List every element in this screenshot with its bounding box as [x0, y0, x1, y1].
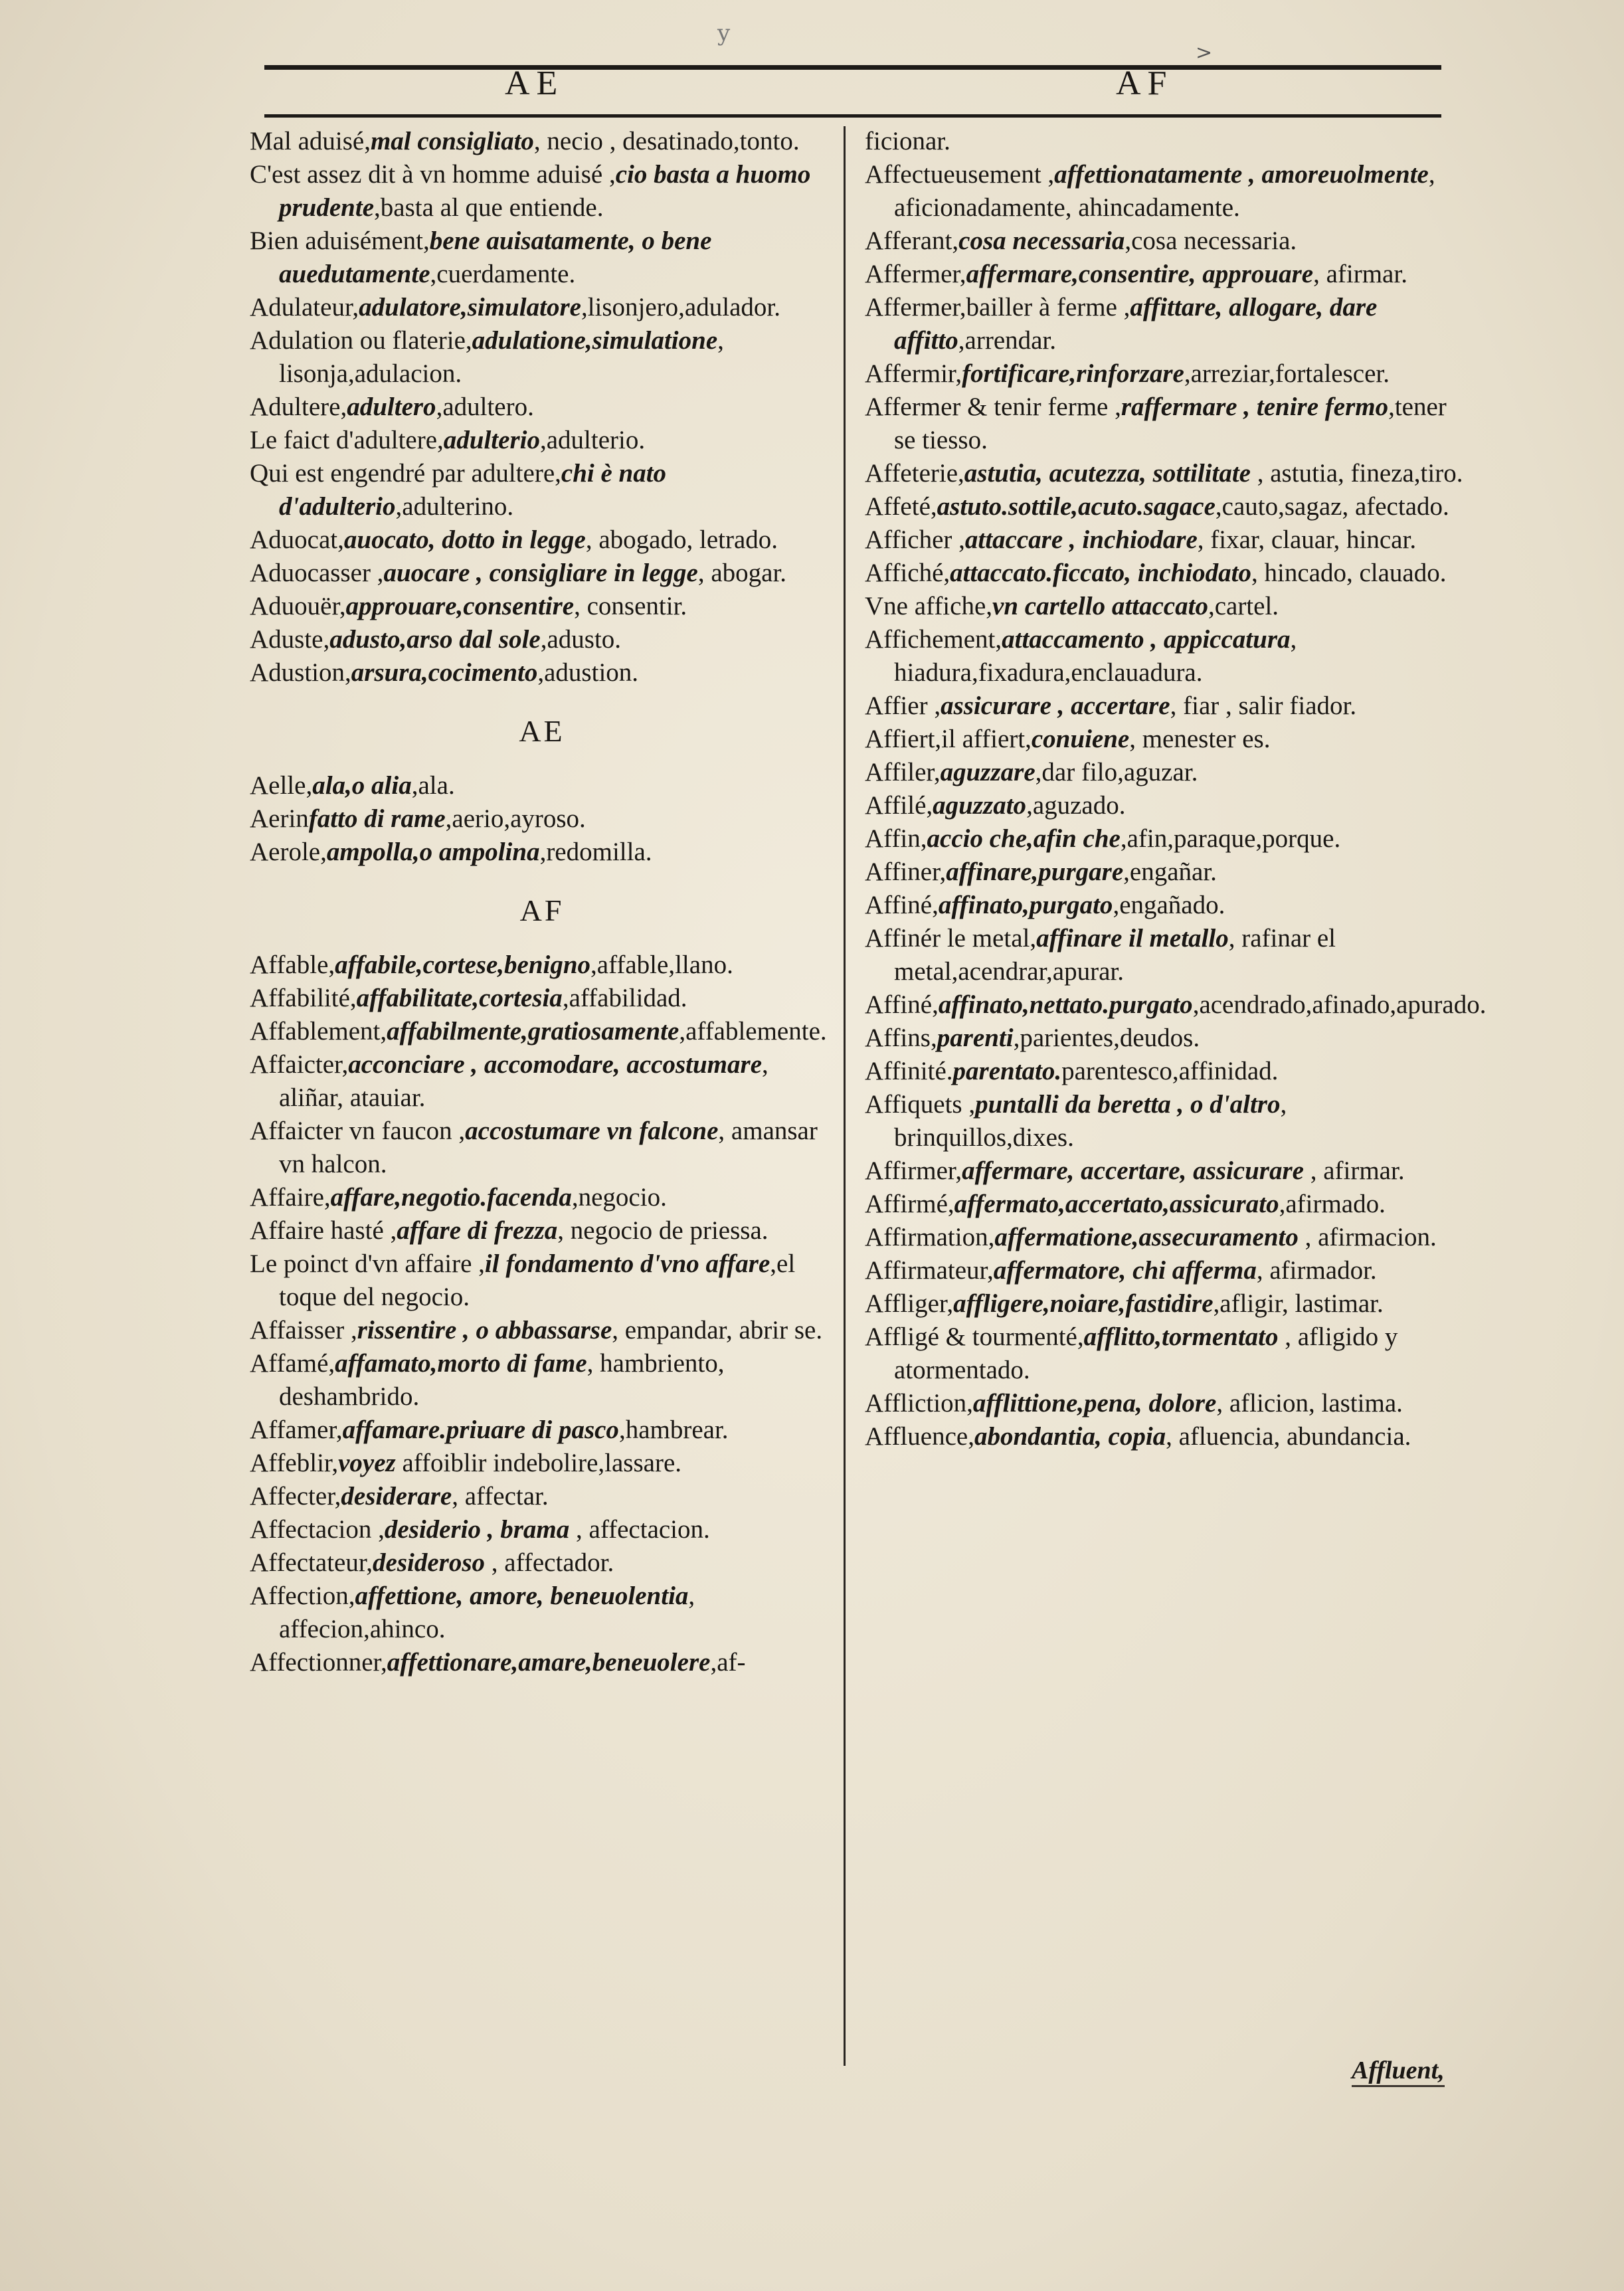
dictionary-entry: [250, 949, 834, 982]
dictionary-entry: [250, 982, 834, 1015]
dictionary-entry: [250, 1513, 834, 1546]
spanish-translation: , negocio de priessa.: [557, 1216, 768, 1245]
italian-translation: attaccamento , appiccatura: [1002, 625, 1291, 654]
italian-translation: fatto di rame: [308, 804, 446, 833]
french-headword: Affaicter,: [250, 1050, 349, 1079]
dictionary-entry: [250, 656, 834, 689]
spanish-translation: , afluencia, abundancia.: [1166, 1422, 1411, 1451]
italian-translation: affabile,cortese,benigno: [335, 951, 591, 979]
dictionary-entry: [865, 1221, 1473, 1254]
french-headword: Affier ,: [865, 691, 941, 720]
italian-translation: affare di frezza: [397, 1216, 558, 1245]
french-headword: Aelle,: [250, 771, 313, 800]
italian-translation: auocare , consigliare in legge: [383, 559, 698, 587]
italian-translation: attaccato.ficcato, inchiodato: [950, 559, 1251, 587]
italian-translation: ampolla,o ampolina: [326, 838, 540, 866]
french-headword: Affiner,: [865, 858, 947, 886]
dictionary-entry: [865, 856, 1473, 889]
italian-translation: parenti: [937, 1024, 1014, 1052]
italian-translation: adulterio: [443, 426, 540, 454]
dictionary-entry: [865, 723, 1473, 756]
italian-translation: accostumare vn falcone: [465, 1117, 719, 1145]
dictionary-entry: [250, 836, 834, 869]
french-headword: Aduocasser ,: [250, 559, 384, 587]
spanish-translation: , hiadura,fixadura,enclauadura.: [894, 625, 1297, 687]
spanish-translation: ,afirmado.: [1279, 1190, 1386, 1218]
french-headword: Affectacion ,: [250, 1515, 385, 1544]
french-headword: Affaicter vn faucon ,: [250, 1117, 466, 1145]
italian-translation: fortificare,rinforzare: [962, 359, 1184, 388]
italian-translation: affettionare,amare,beneuolere: [387, 1648, 711, 1677]
italian-translation: affermare, accertare, assicurare: [962, 1156, 1304, 1185]
dictionary-entry: [865, 1022, 1473, 1055]
section-heading-af: AF: [519, 893, 565, 927]
dictionary-entry: [865, 457, 1473, 490]
running-head-right: AF: [1116, 64, 1174, 102]
spanish-translation: ,afin,paraque,porque.: [1120, 824, 1341, 853]
french-headword: Affinér le metal,: [865, 924, 1037, 953]
french-headword: Adulateur,: [250, 293, 359, 321]
dictionary-entry: [865, 225, 1473, 258]
spanish-translation: ,afligir, lastimar.: [1213, 1289, 1384, 1318]
italian-translation: vn cartello attaccato: [992, 592, 1208, 620]
spanish-translation: ,af-: [710, 1648, 746, 1677]
italian-translation: cosa necessaria: [958, 227, 1125, 255]
spanish-translation: , affectador.: [485, 1548, 614, 1577]
spanish-translation: , affectacion.: [569, 1515, 710, 1544]
spanish-translation: , aflicion, lastima.: [1216, 1389, 1403, 1418]
dictionary-entry: [250, 1447, 834, 1480]
dictionary-entry: [865, 1387, 1473, 1420]
french-headword: Adulation ou flaterie,: [250, 326, 472, 355]
french-headword: Affermer,bailler à ferme ,: [865, 293, 1130, 321]
spanish-translation: , lisonja,adulacion.: [279, 326, 724, 388]
spanish-translation: ,adustion.: [537, 658, 639, 687]
italian-translation: astutia, acutezza, sottilitate: [964, 459, 1251, 488]
dictionary-entry: [865, 922, 1473, 988]
french-headword: Affiné,: [865, 990, 939, 1019]
italian-translation: arsura,cocimento: [351, 658, 538, 687]
spanish-translation: ,affabilidad.: [562, 984, 687, 1012]
french-headword: Affecter,: [250, 1482, 341, 1511]
italian-translation: adulatione,simulatione: [472, 326, 718, 355]
french-headword: Affinité.: [865, 1057, 953, 1085]
spanish-translation: ,engañar.: [1123, 858, 1217, 886]
dictionary-entry: [250, 1214, 834, 1247]
french-headword: Affilé,: [865, 791, 933, 820]
italian-translation: affittare, allogare, dare affitto: [894, 293, 1378, 355]
header-rule-top: [264, 65, 1441, 70]
french-headword: Affaisser ,: [250, 1316, 357, 1344]
spanish-translation: , afirmar.: [1303, 1156, 1405, 1185]
french-headword: Affectateur,: [250, 1548, 373, 1577]
spanish-translation: ,affablemente.: [679, 1017, 827, 1046]
dictionary-entry: [865, 523, 1473, 557]
french-headword: Adultere,: [250, 393, 347, 421]
italian-translation: chi è nato d'adulterio: [279, 459, 667, 521]
italian-translation: affabilitate,cortesia: [356, 984, 563, 1012]
left-entries: [250, 125, 834, 689]
dictionary-entry: [250, 1646, 834, 1679]
french-headword: Affectueusement ,: [865, 160, 1055, 189]
italian-translation: cio basta a huomo prudente: [279, 160, 811, 222]
dictionary-entry: [865, 822, 1473, 856]
spanish-translation: , aficionadamente, ahincadamente.: [894, 160, 1435, 222]
dictionary-entry: [250, 769, 834, 802]
spanish-translation: , necio , desatinado,tonto.: [533, 127, 800, 155]
spanish-translation: , hincado, clauado.: [1251, 559, 1447, 587]
italian-translation: affermare,consentire, approuare: [966, 260, 1314, 288]
italian-translation: attaccare , inchiodare: [964, 525, 1198, 554]
spanish-translation: , astutia, fineza,tiro.: [1251, 459, 1463, 488]
dictionary-entry: [865, 590, 1473, 623]
italian-translation: afflittione,pena, dolore: [972, 1389, 1217, 1418]
spanish-translation: , amansar vn halcon.: [279, 1117, 818, 1178]
french-headword: Affliction,: [865, 1389, 973, 1418]
french-headword: Mal aduisé,: [250, 127, 371, 155]
spanish-translation: , afligido y atormentado.: [894, 1323, 1398, 1384]
spanish-translation: ,cuerdamente.: [430, 260, 576, 288]
ae-entries: [250, 769, 834, 869]
catchword: Affluent,: [1352, 2056, 1445, 2087]
french-headword: Afficher ,: [865, 525, 965, 554]
french-headword: Affluence,: [865, 1422, 974, 1451]
italian-translation: affinare il metallo: [1036, 924, 1229, 953]
italian-translation: affettione, amore, beneuolentia: [355, 1582, 689, 1610]
spanish-translation: , affectar.: [452, 1482, 549, 1511]
spanish-translation: ,engañado.: [1113, 891, 1225, 919]
italian-translation: affermatore, chi afferma: [993, 1256, 1257, 1285]
dictionary-entry: [865, 1154, 1473, 1188]
french-headword: Aduouër,: [250, 592, 346, 620]
french-headword: Aduste,: [250, 625, 330, 654]
italian-translation: affettionatamente , amoreuolmente: [1054, 160, 1429, 189]
italian-translation: affinare,purgare: [946, 858, 1124, 886]
french-headword: Qui est engendré par adultere,: [250, 459, 561, 488]
french-headword: Affermir,: [865, 359, 962, 388]
spanish-translation: ,acendrado,afinado,apurado.: [1192, 990, 1487, 1019]
dictionary-entry: [865, 1420, 1473, 1453]
dictionary-entry: [250, 523, 834, 557]
spanish-translation: ,ala.: [411, 771, 455, 800]
italian-translation: ala,o alia: [312, 771, 412, 800]
spanish-translation: , rafinar el metal,acendrar,apurar.: [894, 924, 1336, 986]
dictionary-entry: [250, 623, 834, 656]
spanish-translation: ,cosa necessaria.: [1125, 227, 1297, 255]
french-headword: Affermer & tenir ferme ,: [865, 393, 1121, 421]
french-headword: Affablement,: [250, 1017, 387, 1046]
french-headword: Affeblir,: [250, 1449, 339, 1477]
dictionary-entry: [250, 1546, 834, 1580]
dictionary-entry: [865, 1254, 1473, 1287]
french-headword: Affichement,: [865, 625, 1002, 654]
dictionary-entry: [250, 1181, 834, 1214]
french-headword: Affamé,: [250, 1349, 335, 1378]
french-headword: Affiert,il affiert,: [865, 725, 1032, 753]
dictionary-entry: [865, 125, 1473, 158]
italian-translation: voyez: [338, 1449, 396, 1477]
dictionary-entry: [865, 623, 1473, 689]
french-headword: Affirmateur,: [865, 1256, 994, 1285]
spanish-translation: ,arreziar,fortalescer.: [1184, 359, 1390, 388]
french-headword: Affiché,: [865, 559, 950, 587]
top-mark: y: [717, 20, 731, 46]
spanish-translation: ,aguzado.: [1026, 791, 1126, 820]
french-headword: Affeterie,: [865, 459, 964, 488]
spanish-translation: , consentir.: [574, 592, 687, 620]
spanish-translation: , afirmacion.: [1298, 1223, 1437, 1251]
french-headword: Bien aduisément,: [250, 227, 430, 255]
french-headword: Affabilité,: [250, 984, 357, 1012]
dictionary-entry: [250, 802, 834, 836]
french-headword: Affliger,: [865, 1289, 954, 1318]
running-head-left: AE: [505, 64, 565, 102]
italian-translation: affermato,accertato,assicurato: [954, 1190, 1279, 1218]
french-headword: Affins,: [865, 1024, 937, 1052]
french-headword: Affectionner,: [250, 1648, 387, 1677]
dictionary-entry: [865, 1088, 1473, 1154]
italian-translation: conuiene: [1031, 725, 1130, 753]
french-headword: Aerin: [250, 804, 309, 833]
french-headword: Affection,: [250, 1582, 355, 1610]
spanish-translation: , afirmar.: [1313, 260, 1407, 288]
french-headword: Affiler,: [865, 758, 941, 786]
column-divider: [844, 126, 846, 2066]
italian-translation: desideroso: [373, 1548, 486, 1577]
dictionary-entry: [865, 557, 1473, 590]
italian-translation: affermatione,assecuramento: [994, 1223, 1299, 1251]
italian-translation: affinato,purgato: [938, 891, 1113, 919]
dictionary-entry: [865, 689, 1473, 723]
italian-translation: affamato,morto di fame: [335, 1349, 587, 1378]
spanish-translation: ,adultero.: [436, 393, 534, 421]
header-rule-bottom: [264, 114, 1441, 118]
dictionary-entry: [865, 988, 1487, 1022]
spanish-translation: , abogar.: [697, 559, 787, 587]
dictionary-entry: [865, 1321, 1473, 1387]
italian-translation: adusto,arso dal sole: [329, 625, 541, 654]
french-headword: ficionar.: [865, 127, 950, 155]
dictionary-entry: [250, 324, 834, 391]
spanish-translation: ,cauto,sagaz, afectado.: [1215, 492, 1449, 521]
italian-translation: affligere,noiare,fastidire: [953, 1289, 1214, 1318]
dictionary-entry: [250, 457, 834, 523]
dictionary-entry: [865, 789, 1473, 822]
top-mark-right: >: [1196, 41, 1213, 64]
italian-translation: mal consigliato: [370, 127, 534, 155]
spanish-translation: , aliñar, atauiar.: [279, 1050, 768, 1112]
french-headword: Le faict d'adultere,: [250, 426, 444, 454]
dictionary-entry: [250, 125, 834, 158]
left-column: [250, 125, 834, 1679]
dictionary-entry: [865, 1055, 1473, 1088]
right-column: [865, 125, 1487, 1453]
spanish-translation: ,adulterio.: [539, 426, 646, 454]
italian-translation: affabilmente,gratiosamente: [387, 1017, 679, 1046]
spanish-translation: affoiblir indebolire,lassare.: [395, 1449, 681, 1477]
italian-translation: desiderare: [341, 1482, 452, 1511]
spanish-translation: , fixar, clauar, hincar.: [1197, 525, 1417, 554]
italian-translation: abondantia, copia: [974, 1422, 1166, 1451]
dictionary-entry: [865, 889, 1473, 922]
french-headword: C'est assez dit à vn homme aduisé ,: [250, 160, 616, 189]
dictionary-entry: [250, 1347, 834, 1414]
french-headword: Le poinct d'vn affaire ,: [250, 1249, 485, 1278]
spanish-translation: ,negocio.: [571, 1183, 667, 1212]
italian-translation: raffermare , tenire fermo: [1121, 393, 1389, 421]
spanish-translation: ,el toque del negocio.: [279, 1249, 796, 1311]
dictionary-entry: [250, 1480, 834, 1513]
french-headword: Adustion,: [250, 658, 351, 687]
spanish-translation: ,cartel.: [1208, 592, 1279, 620]
french-headword: Aerole,: [250, 838, 327, 866]
dictionary-entry: [250, 1015, 834, 1048]
italian-translation: bene auisatamente, o bene auedutamente: [279, 227, 712, 288]
french-headword: Affable,: [250, 951, 335, 979]
spanish-translation: ,affable,llano.: [590, 951, 733, 979]
italian-translation: puntalli da beretta , o d'altro: [975, 1090, 1281, 1119]
right-entries: [865, 125, 1487, 1453]
dictionary-entry: [865, 258, 1473, 291]
dictionary-entry: [865, 1188, 1473, 1221]
spanish-translation: , abogado, letrado.: [585, 525, 778, 554]
dictionary-entry: [250, 291, 834, 324]
french-headword: Affeté,: [865, 492, 937, 521]
italian-translation: il fondamento d'vno affare: [484, 1249, 770, 1278]
dictionary-entry: [865, 756, 1473, 789]
dictionary-entry: [250, 1115, 834, 1181]
french-headword: Affaire,: [250, 1183, 331, 1212]
spanish-translation: ,lisonjero,adulador.: [581, 293, 780, 321]
spanish-translation: , hambriento, deshambrido.: [279, 1349, 725, 1411]
spanish-translation: ,basta al que entiende.: [374, 193, 604, 222]
italian-translation: auocato, dotto in legge: [343, 525, 586, 554]
spanish-translation: ,parientes,deudos.: [1013, 1024, 1200, 1052]
spanish-translation: ,dar filo,aguzar.: [1035, 758, 1198, 786]
italian-translation: afflitto,tormentato: [1083, 1323, 1279, 1351]
french-headword: Affirmer,: [865, 1156, 962, 1185]
dictionary-entry: [865, 1287, 1473, 1321]
dictionary-entry: [865, 490, 1473, 523]
spanish-translation: ,redomilla.: [539, 838, 652, 866]
french-headword: Affamer,: [250, 1416, 343, 1444]
italian-translation: adulatore,simulatore: [359, 293, 581, 321]
dictionary-entry: [250, 590, 834, 623]
french-headword: Affin,: [865, 824, 927, 853]
dictionary-entry: [250, 1414, 834, 1447]
french-headword: Vne affiche,: [865, 592, 993, 620]
dictionary-entry: [865, 391, 1473, 457]
italian-translation: astuto.sottile,acuto.sagace: [937, 492, 1216, 521]
italian-translation: affare,negotio.facenda: [330, 1183, 572, 1212]
spanish-translation: ,hambrear.: [618, 1416, 729, 1444]
dictionary-entry: [250, 225, 834, 291]
spanish-translation: ,adusto.: [540, 625, 622, 654]
french-headword: Aduocat,: [250, 525, 344, 554]
af-entries: [250, 949, 834, 1679]
spanish-translation: , affecion,ahinco.: [279, 1582, 695, 1643]
spanish-translation: ,adulterino.: [395, 492, 514, 521]
french-headword: Affirmation,: [865, 1223, 995, 1251]
italian-translation: accio che,afin che: [927, 824, 1121, 853]
dictionary-entry: [250, 158, 834, 225]
italian-translation: parentato.: [952, 1057, 1062, 1085]
dictionary-entry: [865, 158, 1473, 225]
dictionary-entry: [250, 391, 834, 424]
spanish-translation: , afirmador.: [1256, 1256, 1377, 1285]
french-headword: Affirmé,: [865, 1190, 954, 1218]
dictionary-entry: [250, 1580, 834, 1646]
dictionary-entry: [865, 291, 1473, 357]
dictionary-entry: [250, 1247, 834, 1314]
italian-translation: acconciare , accomodare, accostumare: [348, 1050, 762, 1079]
italian-translation: approuare,consentire: [345, 592, 575, 620]
italian-translation: desiderio , brama: [384, 1515, 570, 1544]
spanish-translation: ,arrendar.: [958, 326, 1057, 355]
dictionary-entry: [865, 357, 1473, 391]
spanish-translation: , fiar , salir fiador.: [1170, 691, 1357, 720]
italian-translation: rissentire , o abbassarse: [357, 1316, 612, 1344]
spanish-translation: , menester es.: [1129, 725, 1271, 753]
dictionary-entry: [250, 1048, 834, 1115]
italian-translation: aguzzato: [933, 791, 1027, 820]
italian-translation: assicurare , accertare: [941, 691, 1170, 720]
dictionary-entry: [250, 557, 834, 590]
italian-translation: affamare.priuare di pasco: [342, 1416, 619, 1444]
spanish-translation: , brinquillos,dixes.: [894, 1090, 1287, 1152]
spanish-translation: parentesco,affinidad.: [1061, 1057, 1279, 1085]
section-heading-ae: AE: [519, 714, 565, 748]
dictionary-entry: [250, 1314, 834, 1347]
french-headword: Affermer,: [865, 260, 966, 288]
italian-translation: aguzzare: [940, 758, 1036, 786]
french-headword: Affaire hasté ,: [250, 1216, 397, 1245]
spanish-translation: , empandar, abrir se.: [612, 1316, 823, 1344]
french-headword: Affiquets ,: [865, 1090, 976, 1119]
french-headword: Affiné,: [865, 891, 939, 919]
dictionary-entry: [250, 424, 834, 457]
spanish-translation: ,tener se tiesso.: [894, 393, 1447, 454]
italian-translation: affinato,nettato.purgato: [938, 990, 1193, 1019]
french-headword: Afferant,: [865, 227, 959, 255]
spanish-translation: ,aerio,ayroso.: [445, 804, 586, 833]
italian-translation: adultero: [347, 393, 436, 421]
french-headword: Affligé & tourmenté,: [865, 1323, 1084, 1351]
